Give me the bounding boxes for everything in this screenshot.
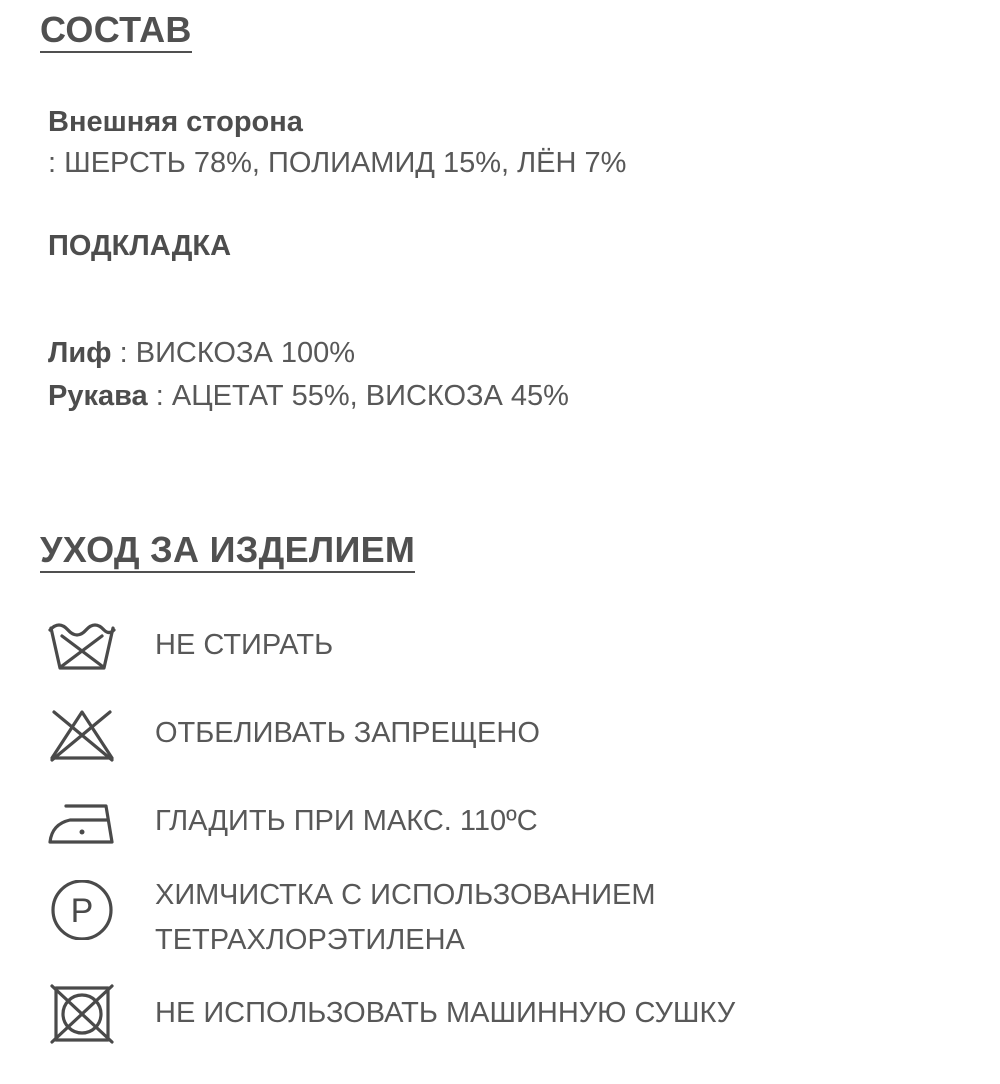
- care-text-line: НЕ ИСПОЛЬЗОВАТЬ МАШИННУЮ СУШКУ: [155, 997, 736, 1029]
- care-text: [155, 873, 656, 963]
- lining-bodice-label: Лиф: [48, 337, 112, 369]
- lining-label: ПОДКЛАДКА: [48, 230, 232, 262]
- care-text-line: НЕ СТИРАТЬ: [155, 629, 334, 661]
- lining-sleeves-value: : АЦЕТАТ 55%, ВИСКОЗА 45%: [147, 380, 569, 412]
- care-text: [155, 799, 538, 844]
- care-text: [155, 623, 333, 668]
- lining-bodice-row: [48, 336, 355, 371]
- iron-low-icon: [46, 792, 118, 852]
- composition-title: СОСТАВ: [40, 12, 192, 53]
- care-title: УХОД ЗА ИЗДЕЛИЕМ: [40, 532, 415, 573]
- care-text-line: ХИМЧИСТКА С ИСПОЛЬЗОВАНИЕМ: [155, 879, 656, 911]
- no-tumble-dry-icon: [46, 984, 118, 1044]
- lining-sleeves-row: [48, 379, 569, 414]
- care-text-line: ОТБЕЛИВАТЬ ЗАПРЕЩЕНО: [155, 717, 540, 749]
- no-wash-icon: [46, 616, 118, 676]
- care-text: [155, 991, 735, 1036]
- dry-clean-p-icon: [46, 880, 118, 940]
- lining-sleeves-label: Рукава: [48, 380, 148, 412]
- care-text-line: ГЛАДИТЬ ПРИ МАКС. 110ºC: [155, 805, 538, 837]
- lining-bodice-value: : ВИСКОЗА 100%: [111, 337, 356, 369]
- outer-side-value: : ШЕРСТЬ 78%, ПОЛИАМИД 15%, ЛЁН 7%: [48, 147, 627, 179]
- care-text-line: ТЕТРАХЛОРЭТИЛЕНА: [155, 924, 465, 956]
- svg-text:P: P: [70, 892, 94, 930]
- care-text: [155, 711, 540, 756]
- outer-side-label: Внешняя сторона: [48, 106, 303, 138]
- no-bleach-icon: [46, 704, 118, 764]
